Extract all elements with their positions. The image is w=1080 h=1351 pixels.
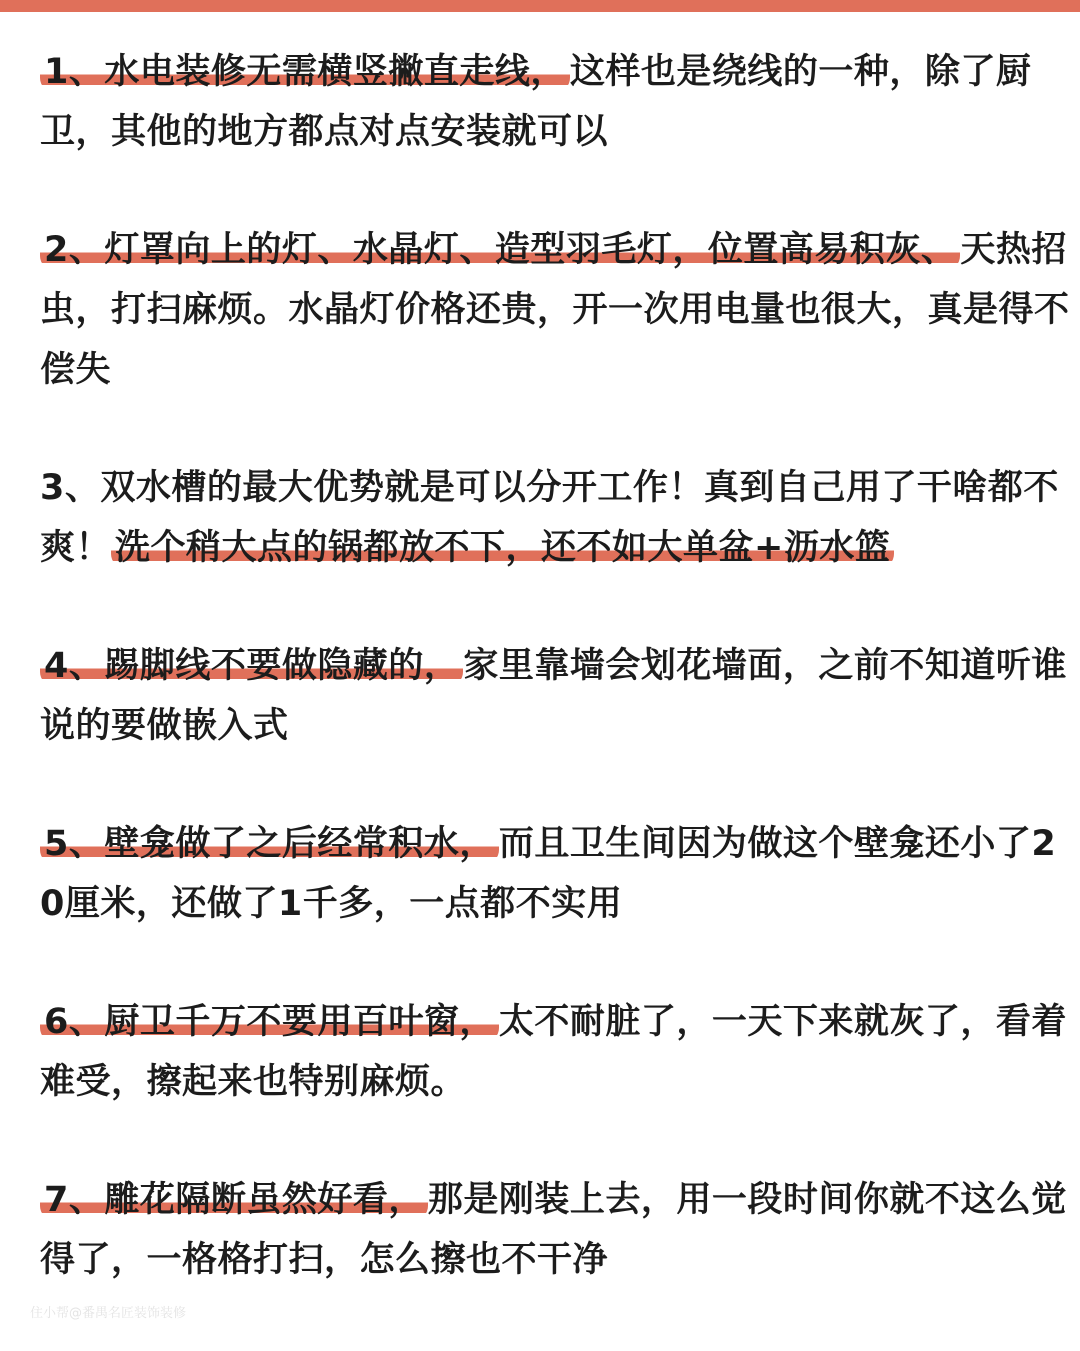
tip-item-4 (40, 636, 1070, 756)
tip-text: 那是刚装上去，用一段时间你就不这么觉得了，一格格打扫，怎么擦也不干净 (40, 1180, 1067, 1280)
tip-text: 天热招虫，打扫麻烦。水晶灯价格还贵，开一次用电量也很大，真是得不偿失 (40, 230, 1070, 390)
tip-item-2 (40, 220, 1070, 400)
tip-item-1 (40, 42, 1070, 162)
tip-highlight: 7、雕花隔断虽然好看， (40, 1180, 428, 1220)
tip-highlight: 6、厨卫千万不要用百叶窗， (40, 1002, 499, 1042)
tip-highlight: 2、灯罩向上的灯、水晶灯、造型羽毛灯，位置高易积灰、 (40, 230, 960, 270)
tip-highlight: 洗个稍大点的锅都放不下，还不如大单盆+沥水篮 (111, 528, 894, 568)
tip-text: 太不耐脏了，一天下来就灰了，看着难受，擦起来也特别麻烦。 (40, 1002, 1067, 1102)
tip-highlight: 1、水电装修无需横竖撇直走线， (40, 52, 570, 92)
tip-text: 这样也是绕线的一种，除了厨卫，其他的地方都点对点安装就可以 (40, 52, 1032, 152)
watermark: 住小帮@番禺名匠装饰装修 (30, 1306, 187, 1321)
tip-text: 而且卫生间因为做这个壁龛还小了20厘米，还做了1千多，一点都不实用 (40, 824, 1057, 924)
tip-text: 家里靠墙会划花墙面，之前不知道听谁说的要做嵌入式 (40, 646, 1067, 746)
tip-item-7 (40, 1170, 1070, 1290)
tip-highlight: 5、壁龛做了之后经常积水， (40, 824, 499, 864)
tip-highlight: 4、踢脚线不要做隐藏的， (40, 646, 463, 686)
tip-item-3 (40, 458, 1070, 578)
tip-item-5 (40, 814, 1070, 934)
tip-item-6 (40, 992, 1070, 1112)
tip-text: 3、双水槽的最大优势就是可以分开工作！真到自己用了干啥都不爽！ (40, 468, 1059, 568)
